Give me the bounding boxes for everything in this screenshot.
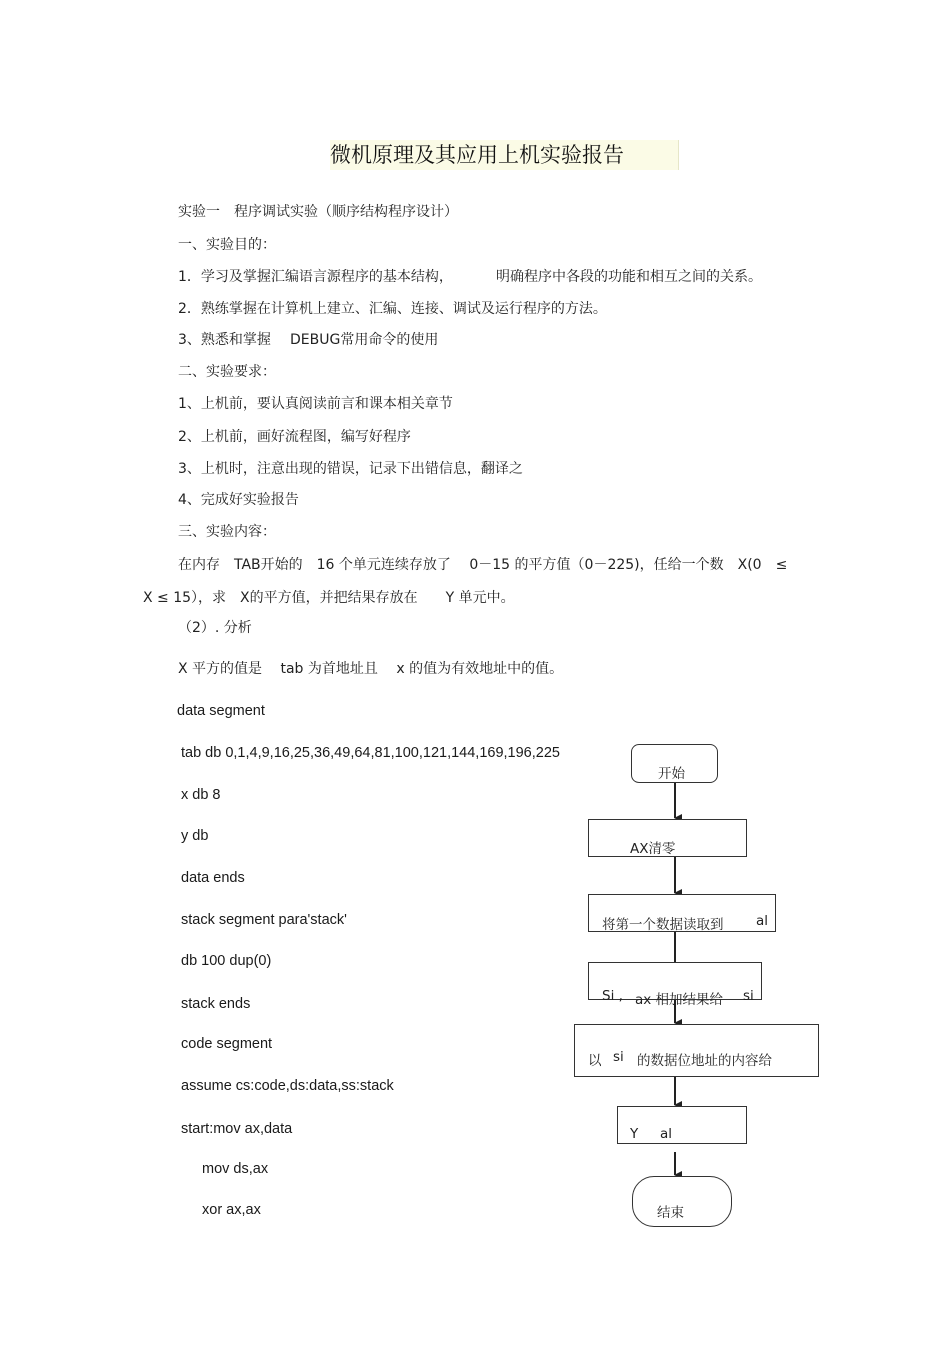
requirement-item-4: 4、完成好实验报告 (178, 492, 299, 508)
analysis-text: X 平方的值是 tab 为首地址且 x 的值为有效地址中的值。 (178, 661, 564, 677)
flowchart-label: al (660, 1126, 673, 1142)
purpose-heading: 一、实验目的： (178, 237, 276, 253)
flowchart-step-add (588, 962, 762, 1008)
code-line: stack segment para'stack' (181, 912, 347, 928)
code-line: data segment (177, 703, 265, 719)
flowchart-label: 将第一个数据读取到 (602, 917, 724, 933)
purpose-item-1b: 明确程序中各段的功能和相互之间的关系。 (496, 269, 762, 285)
flowchart-label: Y (630, 1126, 639, 1142)
flowchart-step-clear-ax (588, 819, 747, 857)
code-line: x db 8 (181, 787, 221, 803)
flowchart-step-store-y (617, 1106, 747, 1144)
code-line: db 100 dup(0) (181, 953, 272, 969)
flowchart-step-load (574, 1024, 819, 1077)
content-line-1: 在内存 TAB开始的 16 个单元连续存放了 0－15 的平方值（0－225)，任给一个数 X(0 ≤ (178, 557, 788, 573)
flowchart-end-label: 结束 (657, 1205, 684, 1221)
flowchart-label: si (613, 1049, 624, 1065)
code-line: assume cs:code,ds:data,ss:stack (181, 1078, 394, 1094)
code-line: data ends (181, 870, 245, 886)
flowchart-end (632, 1176, 732, 1227)
flowchart-label: AX清零 (630, 841, 676, 857)
code-line: start:mov ax,data (181, 1121, 293, 1137)
code-line: mov ds,ax (202, 1161, 269, 1177)
flowchart-label: Si , (602, 988, 623, 1004)
flowchart-label: si (743, 988, 754, 1004)
code-line: xor ax,ax (202, 1202, 261, 1218)
purpose-item-1a: 1．学习及掌握汇编语言源程序的基本结构， (178, 269, 453, 285)
flowchart-step-read-first (588, 894, 776, 932)
flowchart-label: al (756, 913, 769, 929)
flowchart-label: ax 相加结果给 (635, 992, 724, 1008)
content-line-2: X ≤ 15），求 X的平方值，并把结果存放在 Y 单元中。 (143, 590, 515, 606)
requirement-item-2: 2、上机前，画好流程图，编写好程序 (178, 429, 411, 445)
experiment-heading: 实验一 程序调试实验（顺序结构程序设计） (178, 204, 458, 220)
analysis-heading: （2）. 分析 (178, 620, 252, 636)
code-line: stack ends (181, 996, 251, 1012)
code-line: y db (181, 828, 209, 844)
requirement-item-3: 3、上机时，注意出现的错误，记录下出错信息，翻译之 (178, 461, 523, 477)
code-line: tab db 0,1,4,9,16,25,36,49,64,81,100,121,144,169,196,225 (181, 745, 560, 761)
flowchart-label: 的数据位地址的内容给 (637, 1053, 772, 1069)
code-line: code segment (181, 1036, 273, 1052)
requirement-item-1: 1、上机前，要认真阅读前言和课本相关章节 (178, 396, 453, 412)
flowchart-start-label: 开始 (658, 766, 685, 782)
flowchart-start (631, 744, 718, 783)
requirements-heading: 二、实验要求： (178, 364, 276, 380)
flowchart-label: 以 (588, 1053, 602, 1069)
content-heading: 三、实验内容： (178, 524, 276, 540)
page-title-text: 微机原理及其应用上机实验报告 (330, 143, 624, 167)
purpose-item-3a: 3、熟悉和掌握 (178, 332, 271, 348)
purpose-item-2: 2．熟练掌握在计算机上建立、汇编、连接、调试及运行程序的方法。 (178, 301, 607, 317)
purpose-item-3b: DEBUG常用命令的使用 (290, 332, 439, 348)
